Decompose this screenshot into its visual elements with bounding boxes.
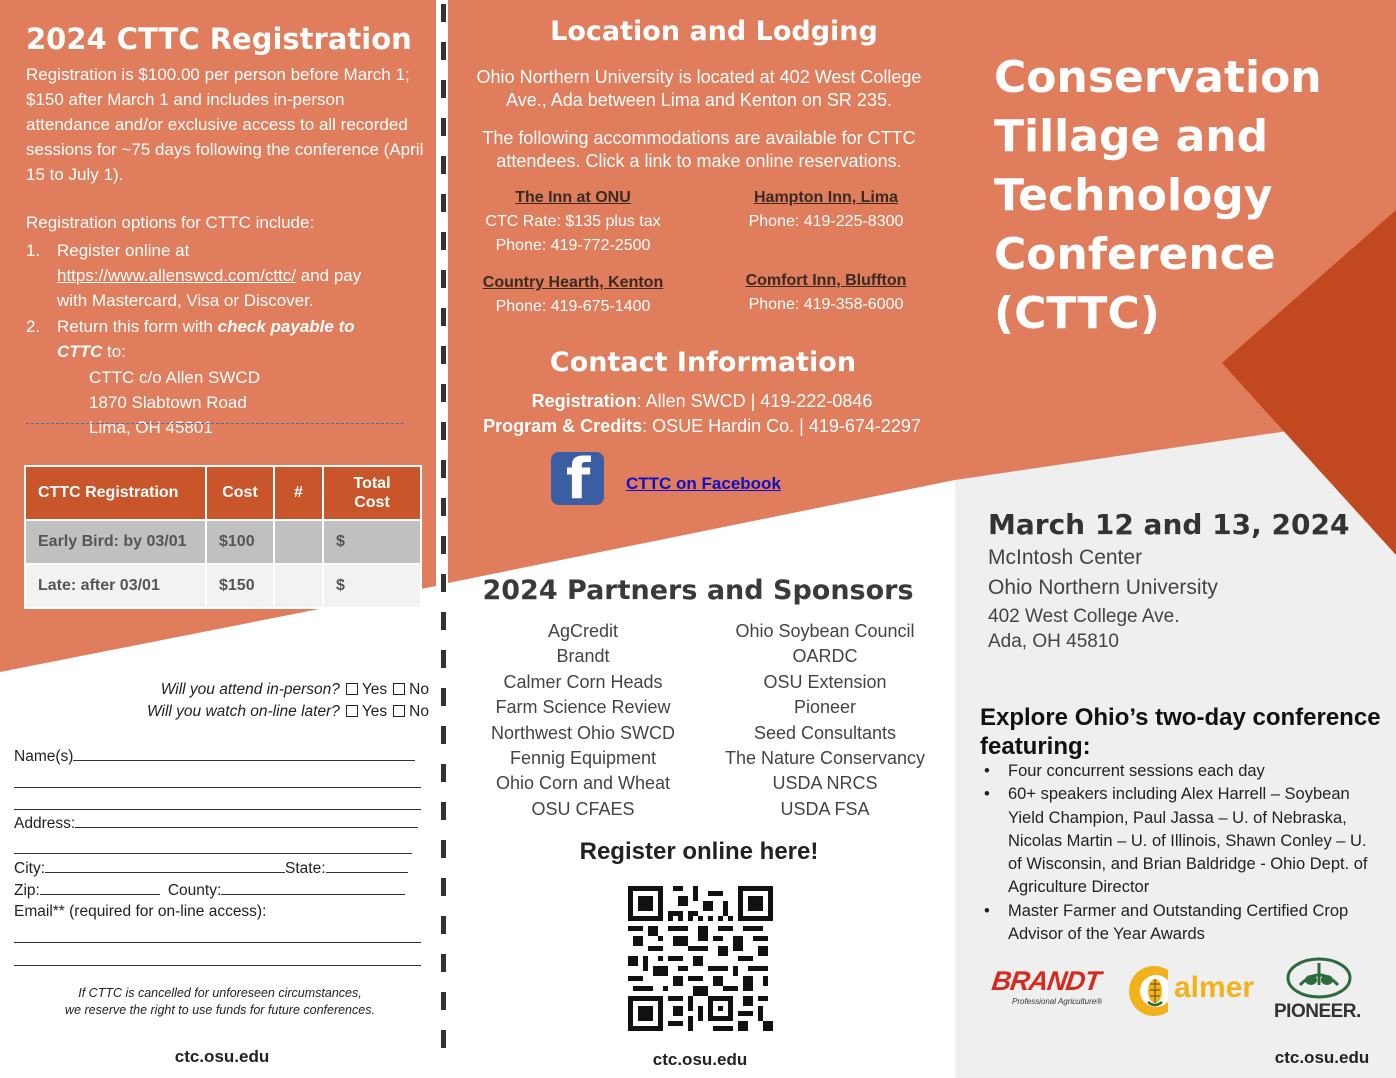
hotel-comfort-inn[interactable] — [716, 269, 936, 317]
registration-title: 2024 CTTC Registration — [26, 22, 412, 56]
venue-name: McIntosh Center — [988, 546, 1143, 569]
website-footer-left: ctc.osu.edu — [174, 1047, 270, 1066]
table-header-cost: Cost — [206, 466, 274, 520]
cut-line — [26, 423, 404, 424]
list-item: Seed Consultants — [753, 722, 897, 743]
county-label: County: — [167, 882, 222, 899]
sponsors-column-2 — [706, 619, 944, 822]
option1-number: 1. — [26, 241, 41, 260]
features-list — [984, 760, 1384, 946]
option2-to: to: — [102, 342, 126, 361]
hotel-phone: Phone: 419-358-6000 — [748, 296, 904, 313]
hotel-name-link[interactable]: Hampton Inn, Lima — [754, 189, 898, 206]
table-cell: $100 — [206, 520, 274, 564]
list-item: Fennig Equipment — [509, 748, 657, 769]
location-paragraph: Ohio Northern University is located at 402 West College Ave., Ada between Lima and Kenton on SR 235. — [476, 67, 922, 110]
registration-url-link[interactable]: https://www.allenswcd.com/cttc/ — [57, 266, 297, 285]
option1-text: Register online at — [57, 241, 190, 260]
hotel-country-hearth[interactable] — [463, 271, 683, 319]
option2-line2 — [57, 339, 126, 364]
city-label: City: — [14, 860, 45, 877]
list-item: • Four concurrent sessions each day — [984, 760, 1384, 783]
website-footer-center: ctc.osu.edu — [652, 1050, 748, 1069]
hotel-phone: Phone: 419-225-8300 — [748, 213, 904, 230]
mail-address-line1: CTTC c/o Allen SWCD — [89, 368, 260, 387]
list-item: Pioneer — [793, 697, 857, 718]
option2-cttc: CTTC — [57, 342, 103, 361]
option1-cards-text: with Mastercard, Visa or Discover. — [57, 291, 314, 310]
conference-dates: March 12 and 13, 2024 — [988, 508, 1350, 541]
list-item: Calmer Corn Heads — [503, 671, 663, 692]
table-row — [25, 520, 421, 564]
list-item: Farm Science Review — [495, 697, 671, 718]
title-line: Conference — [994, 229, 1276, 280]
contact-registration — [456, 391, 948, 412]
email-line-2[interactable] — [14, 965, 421, 966]
pioneer-wordmark: PIONEER. — [1274, 1001, 1361, 1022]
hotel-name-link[interactable]: Country Hearth, Kenton — [482, 274, 664, 291]
title-line: (CTTC) — [994, 288, 1160, 339]
address-label: Address: — [14, 815, 76, 832]
registration-intro: Registration is $100.00 per person before March 1; $150 after March 1 and includes in-person attendance and/or exclusive access to all recorded sessions for ~75 days following the conference (April 15 to July 1). — [26, 65, 424, 184]
location-title: Location and Lodging — [550, 16, 878, 47]
option2-text: Return this form with — [57, 317, 218, 336]
brandt-wordmark: BRANDT — [989, 966, 1103, 996]
count-input-cell[interactable] — [274, 520, 323, 564]
facebook-icon[interactable] — [551, 452, 604, 505]
venue-university: Ohio Northern University — [988, 576, 1218, 599]
attend-question-row — [161, 681, 429, 699]
brandt-tagline: Professional Agriculture® — [1012, 997, 1103, 1006]
mail-address-line3: Lima, OH 45801 — [89, 418, 213, 437]
note-line-2: we reserve the right to use funds for future conferences. — [65, 1003, 375, 1017]
state-label: State: — [285, 860, 326, 877]
address-field[interactable] — [14, 814, 418, 833]
table-row — [25, 564, 421, 608]
list-item: Ohio Soybean Council — [735, 621, 915, 641]
facebook-letter: f — [566, 452, 591, 505]
list-item: USDA NRCS — [772, 773, 878, 794]
yes-label: Yes — [361, 703, 388, 720]
hotel-phone: Phone: 419-675-1400 — [495, 298, 651, 315]
registration-label: Registration — [531, 391, 637, 411]
watch-no-checkbox[interactable] — [393, 705, 405, 717]
explore-heading: Explore Ohio’s two-day conference featuring: — [980, 704, 1381, 760]
option2-number: 2. — [26, 317, 41, 336]
mail-address-line2: 1870 Slabtown Road — [89, 393, 247, 412]
program-label: Program & Credits — [483, 416, 643, 436]
table-cell: Early Bird: by 03/01 — [25, 520, 206, 564]
option2-line1 — [57, 314, 355, 339]
hotel-inn-at-onu[interactable] — [463, 186, 683, 258]
registration-table — [24, 465, 422, 609]
cancellation-note — [20, 985, 420, 1019]
city-state-field[interactable] — [14, 859, 408, 878]
list-item: The Nature Conservancy — [724, 748, 926, 769]
contact-title: Contact Information — [549, 347, 857, 378]
venue-street: 402 West College Ave. — [988, 606, 1180, 627]
watch-question: Will you watch on-line later? — [147, 703, 340, 720]
name-field[interactable] — [14, 747, 415, 766]
hotel-hampton-inn[interactable] — [716, 186, 936, 234]
calmer-logo — [1128, 964, 1254, 1020]
option1-pay-text: and pay — [296, 266, 362, 285]
hotel-phone: Phone: 419-772-2500 — [495, 237, 651, 254]
zip-label: Zip: — [14, 882, 40, 899]
attend-no-checkbox[interactable] — [393, 683, 405, 695]
table-header-total: Total Cost — [323, 466, 421, 520]
total-input-cell[interactable]: $ — [323, 520, 421, 564]
email-line-1[interactable] — [14, 942, 421, 943]
hotel-name-link[interactable]: The Inn at ONU — [515, 189, 631, 206]
list-item: • Master Farmer and Outstanding Certified Crop Advisor of the Year Awards — [984, 900, 1384, 947]
list-item: • 60+ speakers including Alex Harrell – Soybean Yield Champion, Paul Jassa – U. of Nebraska, Nicolas Martin – U. of Illinois, Shawn Conley – U. of Wisconsin, and Brian Baldridge - Ohio Dept. of Agriculture Director — [984, 783, 1384, 899]
venue-city: Ada, OH 45810 — [988, 631, 1119, 652]
pioneer-logo — [1274, 955, 1366, 1023]
list-item: OARDC — [792, 646, 858, 667]
watch-question-row — [147, 703, 429, 721]
list-item: AgCredit — [547, 621, 619, 641]
no-label: No — [409, 681, 429, 698]
list-item: Brandt — [556, 646, 610, 667]
name-line-2[interactable] — [14, 787, 421, 788]
attend-yes-checkbox[interactable] — [346, 683, 358, 695]
table-header-count: # — [274, 466, 323, 520]
program-contact: : OSUE Hardin Co. | 419-674-2297 — [642, 416, 921, 436]
email-label: Email** (required for on-line access): — [14, 903, 267, 920]
list-item: OSU CFAES — [531, 798, 635, 819]
yes-label: Yes — [361, 681, 388, 698]
list-item: USDA FSA — [780, 798, 870, 819]
sponsors-column-1 — [470, 619, 696, 822]
table-cell: Late: after 03/01 — [25, 564, 206, 608]
title-line: Technology — [994, 170, 1273, 221]
table-cell: $150 — [206, 564, 274, 608]
title-line: Conservation — [994, 52, 1322, 103]
name-label: Name(s) — [14, 748, 74, 765]
calmer-wordmark: almer — [1174, 971, 1255, 1004]
registration-contact: : Allen SWCD | 419-222-0846 — [636, 391, 873, 411]
contact-program — [456, 416, 948, 437]
conference-title — [994, 48, 1322, 343]
title-line: Tillage and — [994, 111, 1269, 162]
brandt-logo — [989, 966, 1114, 1006]
sponsors-title: 2024 Partners and Sponsors — [482, 575, 914, 606]
attend-question: Will you attend in-person? — [160, 681, 340, 698]
register-online-heading: Register online here! — [579, 838, 819, 865]
note-line-1: If CTTC is cancelled for unforeseen circumstances, — [78, 986, 362, 1000]
option2-check-payable: check payable to — [217, 317, 355, 336]
address-line-2[interactable] — [14, 853, 412, 854]
count-input-cell[interactable] — [274, 564, 323, 608]
pioneer-emblem-icon — [1286, 955, 1352, 999]
website-footer-right: ctc.osu.edu — [1274, 1048, 1370, 1067]
facebook-link[interactable]: CTTC on Facebook — [626, 474, 781, 493]
accommodations-paragraph: The following accommodations are available for CTTC attendees. Click a link to make online reservations. — [482, 128, 916, 171]
hotel-name-link[interactable]: Comfort Inn, Bluffton — [745, 272, 907, 289]
total-input-cell[interactable]: $ — [323, 564, 421, 608]
list-item: OSU Extension — [763, 671, 887, 692]
hotel-rate: CTC Rate: $135 plus tax — [485, 213, 661, 230]
watch-yes-checkbox[interactable] — [346, 705, 358, 717]
list-item: Northwest Ohio SWCD — [490, 722, 676, 743]
option1-line2 — [57, 263, 361, 288]
registration-options-header: Registration options for CTTC include: — [26, 213, 315, 232]
registration-qr-code[interactable] — [628, 886, 773, 1031]
table-header-registration: CTTC Registration — [25, 466, 206, 520]
no-label: No — [409, 703, 429, 720]
zip-county-field[interactable] — [14, 881, 405, 900]
name-line-3[interactable] — [14, 809, 421, 810]
list-item: Ohio Corn and Wheat — [495, 773, 671, 794]
